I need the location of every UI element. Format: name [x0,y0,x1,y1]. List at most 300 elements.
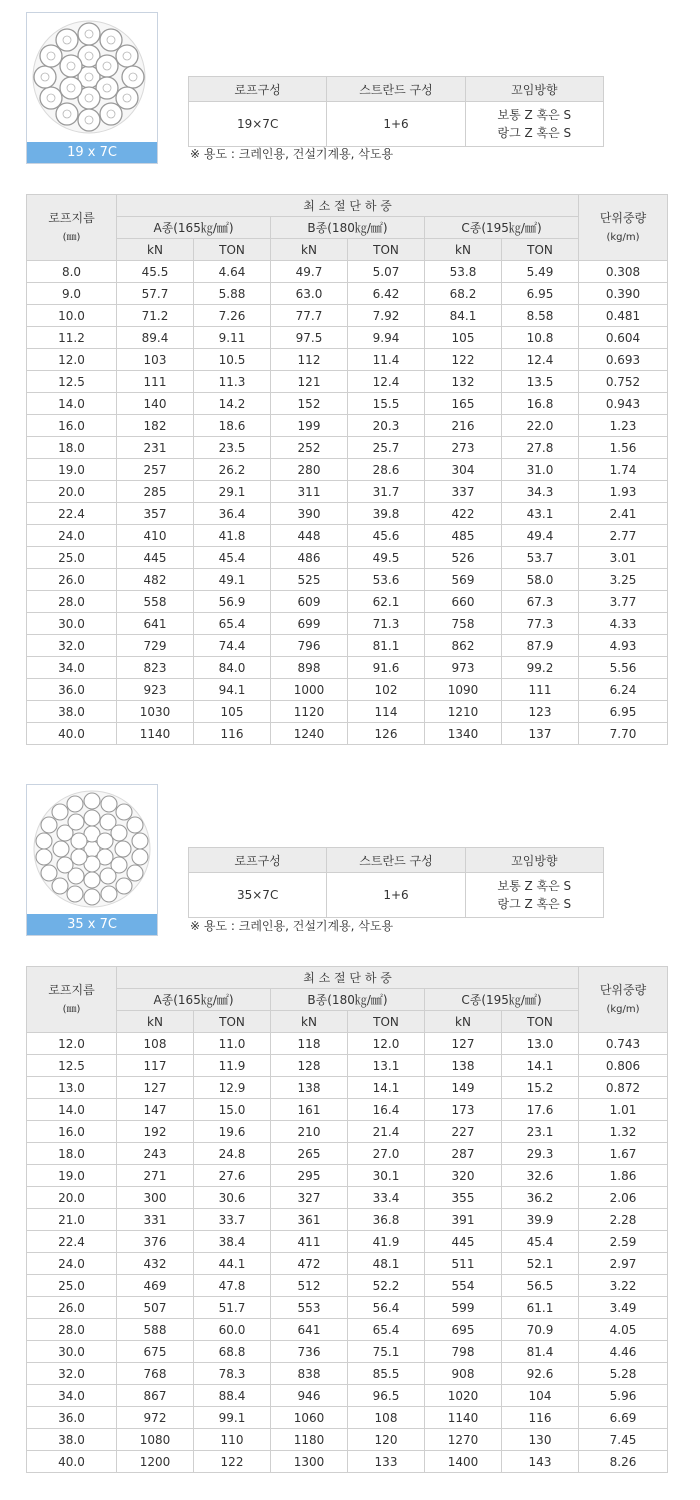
header-ton: TON [348,239,425,261]
table-cell: 20.3 [348,415,425,437]
table-row [27,305,668,327]
table-cell: 78.3 [194,1363,271,1385]
table-cell: 526 [425,547,502,569]
table-cell: 39.9 [502,1209,579,1231]
table-cell: 27.6 [194,1165,271,1187]
table-cell: 2.06 [579,1187,668,1209]
table-cell: 105 [425,327,502,349]
table-cell: 96.5 [348,1385,425,1407]
table-cell: 71.2 [117,305,194,327]
table-row [27,569,668,591]
table-cell: 4.93 [579,635,668,657]
table-row [27,1253,668,1275]
table-cell: 7.26 [194,305,271,327]
table-cell: 39.8 [348,503,425,525]
table-cell: 16.8 [502,393,579,415]
table-cell: 862 [425,635,502,657]
header-unit-weight [579,195,668,261]
table-cell: 108 [348,1407,425,1429]
table-cell: 77.7 [271,305,348,327]
table-cell: 1.74 [579,459,668,481]
table-cell: 122 [194,1451,271,1473]
header-weight-label: 단위중량 [599,210,647,225]
header-weight-unit: (kg/m) [606,231,640,243]
table-cell: 102 [348,679,425,701]
table-cell: 49.1 [194,569,271,591]
table-cell: 12.4 [502,349,579,371]
table-cell: 525 [271,569,348,591]
header-grade-b: B종(180㎏/㎟) [271,217,425,239]
table-cell: 123 [502,701,579,723]
table-cell: 448 [271,525,348,547]
table-cell: 132 [425,371,502,393]
table-cell: 287 [425,1143,502,1165]
rope-caption: 19 x 7C [27,142,157,163]
table-cell: 56.9 [194,591,271,613]
table-row [27,349,668,371]
table-cell: 77.3 [502,613,579,635]
table-cell: 295 [271,1165,348,1187]
table-cell: 53.7 [502,547,579,569]
table-cell: 26.0 [27,569,117,591]
header-grade-a: A종(165㎏/㎟) [117,217,271,239]
table-cell: 273 [425,437,502,459]
table-row [27,525,668,547]
table-cell: 12.4 [348,371,425,393]
table-cell: 376 [117,1231,194,1253]
table-cell: 36.8 [348,1209,425,1231]
table-cell: 29.3 [502,1143,579,1165]
table-cell: 14.0 [27,1099,117,1121]
table-row [27,1385,668,1407]
spec-strand: 1+6 [327,873,465,918]
table-cell: 285 [117,481,194,503]
table-cell: 118 [271,1033,348,1055]
table-cell: 28.0 [27,591,117,613]
table-cell: 84.1 [425,305,502,327]
table-cell: 8.58 [502,305,579,327]
table-cell: 16.4 [348,1099,425,1121]
spec-twist-regular: 보통 Z 혹은 S [497,879,572,893]
table-cell: 32.6 [502,1165,579,1187]
table-cell: 26.0 [27,1297,117,1319]
table-cell: 182 [117,415,194,437]
table-row [27,1033,668,1055]
table-cell: 30.0 [27,613,117,635]
table-cell: 0.743 [579,1033,668,1055]
table-row [27,1187,668,1209]
table-cell: 23.5 [194,437,271,459]
table-cell: 120 [348,1429,425,1451]
table-cell: 152 [271,393,348,415]
table-cell: 5.56 [579,657,668,679]
table-cell: 482 [117,569,194,591]
table-cell: 11.0 [194,1033,271,1055]
header-min-breaking-load: 최 소 절 단 하 중 [117,195,579,217]
table-cell: 280 [271,459,348,481]
table-cell: 432 [117,1253,194,1275]
table-cell: 923 [117,679,194,701]
table-cell: 9.11 [194,327,271,349]
table-cell: 1400 [425,1451,502,1473]
table-row [27,503,668,525]
table-cell: 486 [271,547,348,569]
table-cell: 127 [117,1077,194,1099]
table-cell: 53.8 [425,261,502,283]
table-cell: 70.9 [502,1319,579,1341]
table-cell: 12.0 [27,349,117,371]
table-cell: 0.390 [579,283,668,305]
table-cell: 67.3 [502,591,579,613]
table-cell: 89.4 [117,327,194,349]
table-cell: 1200 [117,1451,194,1473]
header-weight-unit: (kg/m) [606,1003,640,1015]
table-cell: 68.8 [194,1341,271,1363]
spec-header-twist: 꼬임방향 [465,77,603,102]
spec-twist [465,102,603,147]
table-cell: 32.0 [27,635,117,657]
table-cell: 410 [117,525,194,547]
table-cell: 11.2 [27,327,117,349]
table-cell: 165 [425,393,502,415]
table-cell: 553 [271,1297,348,1319]
table-row [27,1055,668,1077]
table-cell: 18.0 [27,437,117,459]
load-table-19x7c [26,194,668,745]
table-cell: 138 [271,1077,348,1099]
table-cell: 143 [502,1451,579,1473]
table-row [27,1275,668,1297]
table-cell: 19.0 [27,459,117,481]
table-cell: 0.604 [579,327,668,349]
table-cell: 36.0 [27,1407,117,1429]
spec-construction: 19×7C [189,102,327,147]
table-cell: 49.5 [348,547,425,569]
table-cell: 22.0 [502,415,579,437]
table-cell: 65.4 [348,1319,425,1341]
table-cell: 30.0 [27,1341,117,1363]
spec-header-twist: 꼬임방향 [465,848,603,873]
spec-strand: 1+6 [327,102,465,147]
table-cell: 7.70 [579,723,668,745]
table-cell: 1.93 [579,481,668,503]
table-cell: 11.9 [194,1055,271,1077]
table-cell: 0.872 [579,1077,668,1099]
spec-header-construction: 로프구성 [189,848,327,873]
table-cell: 1210 [425,701,502,723]
table-cell: 5.07 [348,261,425,283]
table-cell: 0.806 [579,1055,668,1077]
table-cell: 87.9 [502,635,579,657]
spec-header-strand: 스트란드 구성 [327,77,465,102]
table-row [27,635,668,657]
table-cell: 14.1 [348,1077,425,1099]
table-cell: 173 [425,1099,502,1121]
table-cell: 1.32 [579,1121,668,1143]
table-cell: 445 [425,1231,502,1253]
table-cell: 1120 [271,701,348,723]
header-grade-c: C종(195㎏/㎟) [425,217,579,239]
table-cell: 9.94 [348,327,425,349]
header-kn: kN [271,1011,348,1033]
table-cell: 5.96 [579,1385,668,1407]
table-cell: 33.7 [194,1209,271,1231]
table-cell: 1.23 [579,415,668,437]
table-cell: 4.64 [194,261,271,283]
rope-cross-section-icon [27,785,157,914]
table-cell: 13.0 [502,1033,579,1055]
table-cell: 1020 [425,1385,502,1407]
spec-twist-lang: 랑그 Z 혹은 S [497,126,572,140]
table-cell: 34.0 [27,657,117,679]
table-cell: 99.1 [194,1407,271,1429]
table-cell: 469 [117,1275,194,1297]
table-cell: 554 [425,1275,502,1297]
table-cell: 31.7 [348,481,425,503]
header-kn: kN [271,239,348,261]
table-cell: 972 [117,1407,194,1429]
table-cell: 758 [425,613,502,635]
table-row [27,481,668,503]
table-cell: 61.1 [502,1297,579,1319]
header-kn: kN [425,239,502,261]
table-cell: 25.0 [27,547,117,569]
table-cell: 63.0 [271,283,348,305]
table-cell: 796 [271,635,348,657]
table-cell: 85.5 [348,1363,425,1385]
table-row [27,723,668,745]
table-cell: 9.0 [27,283,117,305]
rope-caption: 35 x 7C [27,914,157,935]
table-cell: 161 [271,1099,348,1121]
table-cell: 126 [348,723,425,745]
table-cell: 838 [271,1363,348,1385]
table-row [27,1451,668,1473]
table-cell: 49.7 [271,261,348,283]
table-row [27,327,668,349]
table-cell: 13.5 [502,371,579,393]
table-cell: 511 [425,1253,502,1275]
table-cell: 25.0 [27,1275,117,1297]
table-cell: 41.8 [194,525,271,547]
table-cell: 271 [117,1165,194,1187]
header-kn: kN [117,239,194,261]
table-row [27,1165,668,1187]
table-cell: 31.0 [502,459,579,481]
table-cell: 15.2 [502,1077,579,1099]
table-cell: 53.6 [348,569,425,591]
table-row [27,1099,668,1121]
table-row [27,283,668,305]
table-cell: 103 [117,349,194,371]
table-row [27,613,668,635]
table-cell: 38.0 [27,701,117,723]
table-cell: 68.2 [425,283,502,305]
table-row [27,1429,668,1451]
table-cell: 26.2 [194,459,271,481]
table-cell: 36.2 [502,1187,579,1209]
table-cell: 13.0 [27,1077,117,1099]
table-cell: 24.8 [194,1143,271,1165]
table-cell: 45.6 [348,525,425,547]
table-cell: 11.4 [348,349,425,371]
table-cell: 7.92 [348,305,425,327]
table-cell: 24.0 [27,525,117,547]
table-cell: 149 [425,1077,502,1099]
table-cell: 10.5 [194,349,271,371]
table-cell: 1.56 [579,437,668,459]
table-cell: 25.7 [348,437,425,459]
table-cell: 43.1 [502,503,579,525]
table-cell: 18.6 [194,415,271,437]
table-cell: 227 [425,1121,502,1143]
header-kn: kN [425,1011,502,1033]
table-row [27,1121,668,1143]
table-cell: 36.4 [194,503,271,525]
spec-twist-regular: 보통 Z 혹은 S [497,108,572,122]
table-cell: 44.1 [194,1253,271,1275]
table-cell: 660 [425,591,502,613]
table-cell: 13.1 [348,1055,425,1077]
table-cell: 1300 [271,1451,348,1473]
table-row [27,679,668,701]
header-ton: TON [502,239,579,261]
table-cell: 45.5 [117,261,194,283]
table-cell: 4.33 [579,613,668,635]
table-cell: 12.0 [27,1033,117,1055]
table-cell: 641 [117,613,194,635]
table-row [27,1231,668,1253]
table-cell: 45.4 [194,547,271,569]
table-cell: 2.77 [579,525,668,547]
table-cell: 65.4 [194,613,271,635]
table-cell: 300 [117,1187,194,1209]
table-cell: 14.0 [27,393,117,415]
table-cell: 1090 [425,679,502,701]
table-cell: 116 [502,1407,579,1429]
table-cell: 34.0 [27,1385,117,1407]
table-cell: 337 [425,481,502,503]
table-cell: 17.6 [502,1099,579,1121]
table-cell: 114 [348,701,425,723]
table-cell: 23.1 [502,1121,579,1143]
table-cell: 38.4 [194,1231,271,1253]
table-cell: 147 [117,1099,194,1121]
table-cell: 27.0 [348,1143,425,1165]
spec-header-construction: 로프구성 [189,77,327,102]
table-cell: 729 [117,635,194,657]
table-cell: 62.1 [348,591,425,613]
table-cell: 117 [117,1055,194,1077]
spec-table-35x7c [188,847,604,918]
table-cell: 3.49 [579,1297,668,1319]
table-cell: 60.0 [194,1319,271,1341]
table-cell: 16.0 [27,415,117,437]
header-kn: kN [117,1011,194,1033]
header-diameter-unit: (㎜) [62,231,81,243]
table-cell: 137 [502,723,579,745]
table-cell: 10.8 [502,327,579,349]
table-row [27,547,668,569]
table-cell: 252 [271,437,348,459]
table-cell: 40.0 [27,723,117,745]
table-cell: 121 [271,371,348,393]
table-cell: 327 [271,1187,348,1209]
table-cell: 104 [502,1385,579,1407]
table-cell: 18.0 [27,1143,117,1165]
table-row [27,1209,668,1231]
table-cell: 1340 [425,723,502,745]
table-cell: 908 [425,1363,502,1385]
table-cell: 1060 [271,1407,348,1429]
table-cell: 15.5 [348,393,425,415]
table-cell: 20.0 [27,1187,117,1209]
table-cell: 422 [425,503,502,525]
table-cell: 0.308 [579,261,668,283]
table-cell: 512 [271,1275,348,1297]
table-row [27,1363,668,1385]
table-cell: 798 [425,1341,502,1363]
header-diameter-label: 로프지름 [48,210,95,225]
table-cell: 21.4 [348,1121,425,1143]
table-cell: 14.1 [502,1055,579,1077]
table-cell: 14.2 [194,393,271,415]
table-cell: 0.481 [579,305,668,327]
load-table-35x7c [26,966,668,1473]
header-grade-a: A종(165㎏/㎟) [117,989,271,1011]
table-cell: 12.5 [27,371,117,393]
header-diameter [27,195,117,261]
table-cell: 130 [502,1429,579,1451]
table-cell: 116 [194,723,271,745]
table-cell: 52.1 [502,1253,579,1275]
header-diameter-label: 로프지름 [48,982,95,997]
table-cell: 45.4 [502,1231,579,1253]
table-cell: 58.0 [502,569,579,591]
header-diameter-unit: (㎜) [62,1003,81,1015]
table-cell: 1.86 [579,1165,668,1187]
spec-twist [465,873,603,918]
table-cell: 507 [117,1297,194,1319]
table-row [27,1143,668,1165]
table-cell: 127 [425,1033,502,1055]
table-row [27,459,668,481]
table-cell: 1140 [425,1407,502,1429]
table-cell: 6.24 [579,679,668,701]
table-row [27,1319,668,1341]
table-cell: 5.88 [194,283,271,305]
table-cell: 97.5 [271,327,348,349]
table-cell: 19.0 [27,1165,117,1187]
table-cell: 5.49 [502,261,579,283]
table-cell: 33.4 [348,1187,425,1209]
header-min-breaking-load: 최 소 절 단 하 중 [117,967,579,989]
table-cell: 445 [117,547,194,569]
table-cell: 1180 [271,1429,348,1451]
table-cell: 19.6 [194,1121,271,1143]
table-cell: 22.4 [27,503,117,525]
table-cell: 946 [271,1385,348,1407]
table-cell: 8.26 [579,1451,668,1473]
table-cell: 736 [271,1341,348,1363]
usage-note: ※ 용도 : 크레인용, 건설기계용, 삭도용 [190,919,394,933]
table-cell: 210 [271,1121,348,1143]
table-cell: 27.8 [502,437,579,459]
table-cell: 675 [117,1341,194,1363]
table-cell: 21.0 [27,1209,117,1231]
table-cell: 122 [425,349,502,371]
table-cell: 12.9 [194,1077,271,1099]
